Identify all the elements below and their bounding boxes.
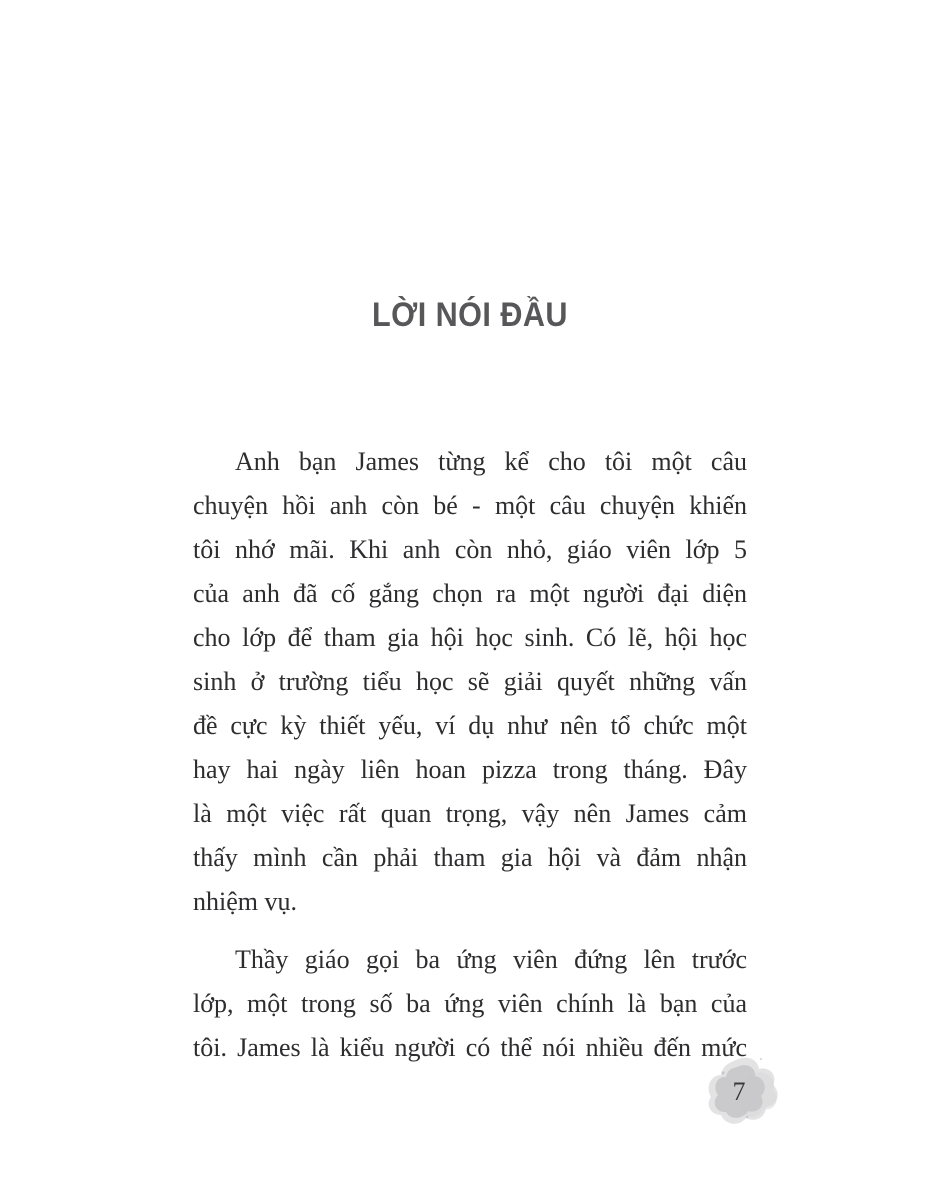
text-line: Thầy giáo gọi ba ứng viên đứng lên trước xyxy=(235,945,747,974)
text-line: nhiệm vụ. xyxy=(193,887,297,916)
text-line: cho lớp để tham gia hội học sinh. Có lẽ, hội học xyxy=(193,623,747,652)
text-line: hay hai ngày liên hoan pizza trong tháng. Đây xyxy=(193,755,747,784)
text-line: của anh đã cố gắng chọn ra một người đại diện xyxy=(193,579,747,608)
chapter-title: LỜI NÓI ĐẦU xyxy=(372,296,568,334)
text-line: tôi nhớ mãi. Khi anh còn nhỏ, giáo viên lớp 5 xyxy=(193,535,747,564)
text-line: lớp, một trong số ba ứng viên chính là bạn của xyxy=(193,989,747,1018)
text-line: là một việc rất quan trọng, vậy nên James cảm xyxy=(193,799,747,828)
paragraph xyxy=(193,938,747,1070)
text-line: Anh bạn James từng kể cho tôi một câu xyxy=(235,447,747,476)
text-line: tôi. James là kiểu người có thể nói nhiều đến mức xyxy=(193,1033,747,1062)
text-line: chuyện hồi anh còn bé - một câu chuyện khiến xyxy=(193,491,747,520)
text-line: thấy mình cần phải tham gia hội và đảm nhận xyxy=(193,843,747,872)
paragraph xyxy=(193,440,747,924)
text-line: sinh ở trường tiểu học sẽ giải quyết những vấn xyxy=(193,667,747,696)
text-line: đề cực kỳ thiết yếu, ví dụ như nên tổ chức một xyxy=(193,711,747,740)
body-text xyxy=(193,440,747,1070)
page-number: 7 xyxy=(732,1077,746,1106)
